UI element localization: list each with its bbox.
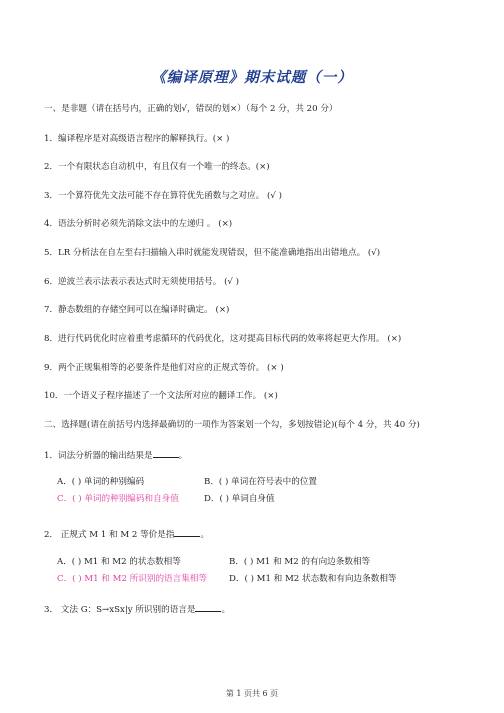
section1-item-10: 10．一个语义子程序描述了一个文法所对应的翻译工作。 (×) [44,391,278,401]
q1-option-b: B．( ) 单词在符号表中的位置 [204,477,318,487]
question-2-stem [44,528,209,541]
answer-blank [174,528,200,537]
question-2-end: 。 [200,530,210,540]
q1-option-d: D．( ) 单词自身值 [204,494,275,504]
answer-blank [153,449,179,458]
section1-heading: 一、是非题（请在括号内，正确的划√，错误的划×）（每个 2 分，共 20 分） [44,104,338,114]
answer-blank [195,603,221,612]
question-3-end: 。 [221,605,231,615]
section1-item-5: 5．LR 分析法在自左至右扫描输入串时就能发现错误，但不能准确地指出出错地点。 (√) [44,248,381,258]
section1-item-8: 8．进行代码优化时应着重考虑循环的代码优化，这对提高目标代码的效率将起更大作用。 (×) [44,334,402,344]
question-2-text: 2． 正规式 M 1 和 M 2 等价是指 [44,530,175,540]
page-footer: 第 1 页共 6 页 [225,689,279,698]
section1-item-3: 3．一个算符优先文法可能不存在算符优先函数与之对应。 (√ ) [44,191,282,201]
section1-item-4: 4．语法分析时必须先消除文法中的左递归 。 (×) [44,219,233,229]
section1-item-6: 6．逆波兰表示法表示表达式时无须使用括号。 (√ ) [44,277,239,287]
section2-heading: 二、选择题(请在前括号内选择最确切的一项作为答案划一个勾，多划按错论)(每个 4 分，共 40 分) [44,420,420,430]
question-1-stem [44,449,187,462]
section1-item-2: 2．一个有限状态自动机中，有且仅有一个唯一的终态。(×) [44,162,270,172]
q1-option-a: A．( ) 单词的种别编码 [57,477,145,487]
section1-item-1: 1．编译程序是对高级语言程序的解释执行。(× ) [44,134,230,144]
question-3-text: 3． 文法 G：S→xSx|y 所识别的语言是 [44,605,196,615]
question-1-end: 。 [178,451,188,461]
section1-item-7: 7．静态数组的存储空间可以在编译时确定。 (×) [44,305,230,315]
q2-option-b: B．( ) M1 和 M2 的有向边条数相等 [229,557,371,567]
question-1-text: 1．词法分析器的输出结果是 [44,451,153,461]
q1-option-c: C．( ) 单词的种别编码和自身值 [57,494,179,504]
question-3-stem [44,603,230,616]
q2-option-c: C．( ) M1 和 M2 所识别的语言集相等 [57,574,208,584]
page-title: 《编译原理》期末试题（一） [151,69,353,86]
section1-item-9: 9．两个正规集相等的必要条件是他们对应的正规式等价。 (× ) [44,363,284,373]
q2-option-d: D．( ) M1 和 M2 状态数和有向边条数相等 [229,574,397,584]
q2-option-a: A．( ) M1 和 M2 的状态数相等 [57,557,181,567]
